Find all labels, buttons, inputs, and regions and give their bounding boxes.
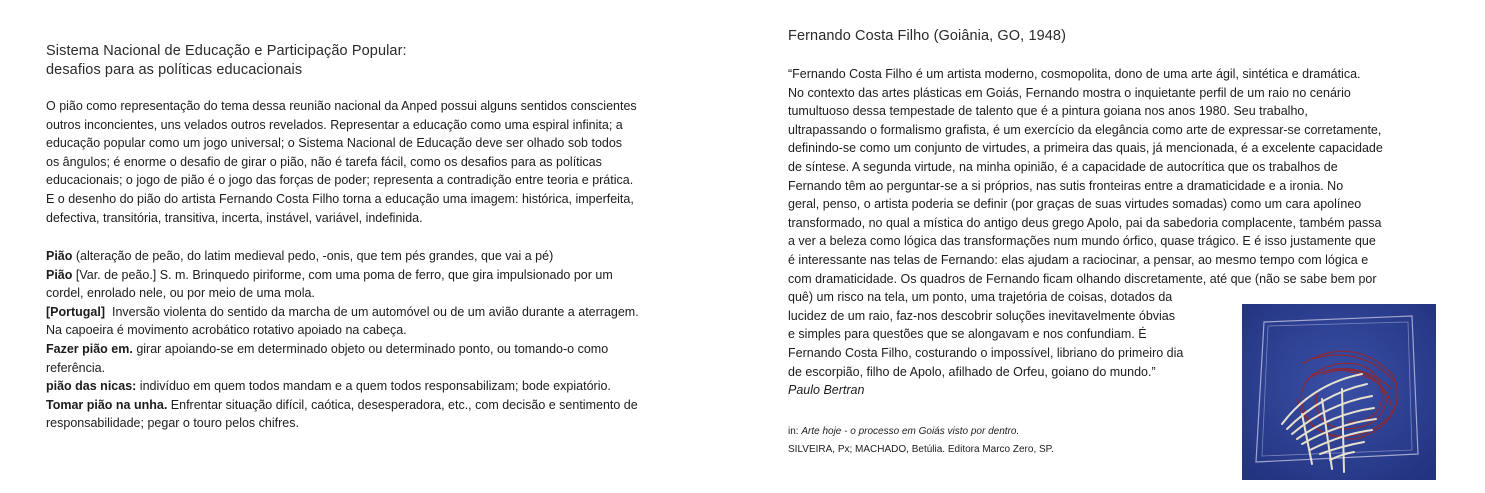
- definition-item: [46, 266, 706, 303]
- right-page-title: Fernando Costa Filho (Goiânia, GO, 1948): [788, 28, 1067, 44]
- quote-line: transformado, no qual a mística do antigo deus grego Apolo, pai da sabedoria complacente, também passa: [788, 215, 1382, 230]
- left-title-line-2: desafios para as políticas educacionais: [46, 62, 303, 78]
- definition-term: Tomar pião na unha.: [46, 397, 168, 412]
- definition-text: girar apoiando-se em determinado objeto ou determinado ponto, ou tomando-o como: [132, 341, 609, 356]
- definition-term: [Portugal]: [46, 304, 106, 319]
- quote-line: com dramaticidade. Os quadros de Fernando ficam olhando discretamente, até que (não se sabe bem por: [788, 271, 1377, 286]
- reference-line-2: SILVEIRA, Px; MACHADO, Betúlia. Editora Marco Zero, SP.: [788, 444, 1054, 455]
- intro-line: os ângulos; é enorme o desafio de girar o pião, não é tarefa fácil, como os desafios para as políticas: [46, 154, 602, 169]
- definitions-list: [46, 247, 706, 433]
- left-intro-paragraph: [46, 97, 706, 227]
- definition-text: Enfrentar situação difícil, caótica, desesperadora, etc., com decisão e sentimento de: [167, 397, 638, 412]
- intro-line: defectiva, transitória, transitiva, incerta, instável, variável, indefinida.: [46, 210, 423, 225]
- quote-line: lucidez de um raio, faz-nos descobrir soluções inevitavelmente óbvias: [788, 308, 1175, 323]
- quote-line: e simples para questões que se alongavam e nos confundiam. É: [788, 327, 1147, 342]
- quote-line: geral, penso, o artista poderia se definir (por graças de suas virtudes somadas) como um cara apolíneo: [788, 197, 1362, 212]
- quote-line: definindo-se como um conjunto de virtudes, a primeira das quais, já mencionada, é a excelente capacidade: [788, 141, 1383, 156]
- definition-text: referência.: [46, 360, 106, 375]
- intro-line: educação popular como um jogo universal; o Sistema Nacional de Educação deve ser olhado sob todos: [46, 136, 623, 151]
- definition-term: Fazer pião em.: [46, 341, 133, 356]
- definition-item: [46, 247, 706, 266]
- quote-line: quê) um risco na tela, um ponto, uma trajetória de coisas, dotados da: [788, 290, 1173, 305]
- left-title-line-1: Sistema Nacional de Educação e Participação Popular:: [46, 43, 407, 59]
- intro-line: E o desenho do pião do artista Fernando Costa Filho torna a educação uma imagem: histórica, imperfeita,: [46, 191, 634, 206]
- reference-title: Arte hoje - o processo em Goiás visto por dentro.: [801, 426, 1020, 437]
- quote-line: é interessante nas telas de Fernando: elas ajudam a raciocinar, a pensar, ao mesmo tempo com lógica e: [788, 252, 1369, 267]
- quote-line: de síntese. A segunda virtude, na minha opinião, é a capacidade de autocrítica que os trabalhos de: [788, 159, 1338, 174]
- intro-line: outros inconcientes, uns velados outros revelados. Representar a educação como uma espiral infinita; a: [46, 117, 623, 132]
- definition-text: cordel, enrolado nele, ou por meio de uma mola.: [46, 286, 315, 301]
- definition-text: (alteração de peão, do latim medieval pedo, -onis, que tem pés grandes, que vai a pé): [72, 249, 554, 263]
- intro-line: educacionais; o jogo de pião é o jogo das forças de poder; representa a contradição entre teoria e prática.: [46, 173, 634, 188]
- quote-line: Fernando têm ao perguntar-se a si próprios, nas sutis fronteiras entre a dramaticidade e a ironia. No: [788, 178, 1344, 193]
- definition-text: responsabilidade; pegar o touro pelos chifres.: [46, 416, 299, 431]
- quote-line: Fernando Costa Filho, costurando o impossível, libriano do primeiro dia: [788, 345, 1184, 360]
- definition-item: [46, 377, 706, 396]
- definition-term: Pião: [46, 249, 73, 263]
- left-page-title: [46, 42, 686, 80]
- definition-text: Na capoeira é movimento acrobático rotativo apoiado na cabeça.: [46, 323, 407, 338]
- definition-text: indivíduo em quem todos mandam e a quem todos responsabilizam; bode expiatório.: [136, 379, 611, 394]
- quote-line: tumultuoso dessa tempestade de talento que é a pintura goiana nos anos 1980. Seu trabalho,: [788, 104, 1308, 119]
- definition-text: [Var. de peão.] S. m. Brinquedo piriforme, com uma poma de ferro, que gira impulsionado por um: [72, 267, 613, 282]
- definition-item: [46, 396, 706, 433]
- quote-line: de escorpião, filho de Apolo, afilhado de Orfeu, goiano do mundo.”: [788, 364, 1156, 379]
- quote-line: ultrapassando o formalismo grafista, é um exercício da elegância como arte de expressar-se corretamente,: [788, 122, 1382, 137]
- reference-prefix: in:: [788, 426, 802, 437]
- definition-term: Pião: [46, 267, 73, 282]
- definition-term: pião das nicas:: [46, 379, 137, 394]
- definition-text: Inversão violenta do sentido da marcha de um automóvel ou de um avião durante a aterragem.: [105, 304, 639, 319]
- definition-item: [46, 340, 706, 377]
- spinning-top-painting: [1242, 304, 1436, 480]
- quote-line: a ver a beleza como lógica das transformações num mundo órfico, quase trágico. E é isso justamente que: [788, 234, 1376, 249]
- quote-author: Paulo Bertran: [788, 383, 865, 398]
- quote-line: No contexto das artes plásticas em Goiás, Fernando mostra o inquietante perfil de um raio no cenário: [788, 85, 1351, 100]
- quote-line: “Fernando Costa Filho é um artista moderno, cosmopolita, dono de uma arte ágil, sintética e dramática.: [788, 67, 1361, 81]
- definition-item: [46, 303, 706, 340]
- intro-line: O pião como representação do tema dessa reunião nacional da Anped possui alguns sentidos conscientes: [46, 99, 637, 113]
